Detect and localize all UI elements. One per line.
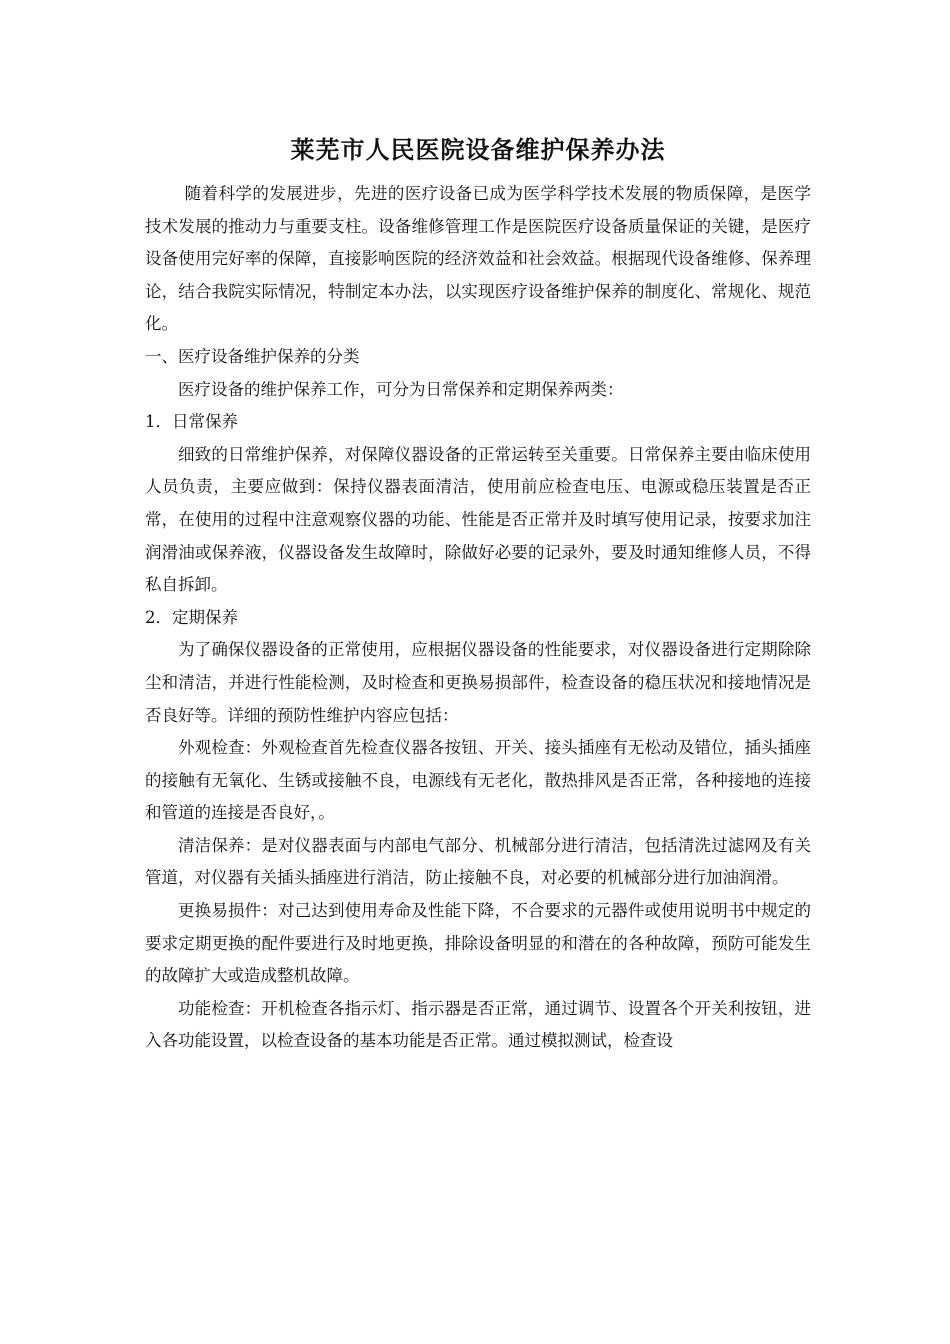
function-check-paragraph: 功能检查：开机检查各指示灯、指示器是否正常，通过调节、设置各个开关利按钮，进入各功能设置，以检查设备的基本功能是否正常。通过模拟测试，检查设 [145,998,811,1051]
parts-replacement-paragraph: 更换易损件：对己达到使用寿命及性能下降，不合要求的元器件或使用说明书中规定的要求定期更换的配件要进行及时地更换，排除设备明显的和潜在的各种故障，预防可能发生的故障扩大或造成整机故障。 [145,901,811,986]
section-intro-paragraph: 医疗设备的维护保养工作，可分为日常保养和定期保养两类： [178,379,624,399]
subheading-periodic-maintenance: 2．定期保养 [145,607,238,627]
document-title: 莱芜市人民医院设备维护保养办法 [290,136,666,164]
daily-maintenance-paragraph: 细致的日常维护保养，对保障仪器设备的正常运转至关重要。日常保养主要由临床使用人员负责，主要应做到：保持仪器表面清洁，使用前应检查电压、电源或稳压装置是否正常，在使用的过程中注意观察仪器的功能、性能是否正常并及时填写使用记录，按要求加注润滑油或保养液，仪器设备发生故障时，除做好必要的记录外，要及时通知维修人员，不得私自拆卸。 [145,444,811,595]
subheading-daily-maintenance: 1．日常保养 [145,412,238,432]
section-heading-1: 一、医疗设备维护保养的分类 [145,346,360,366]
appearance-check-paragraph: 外观检查：外观检查首先检查仪器各按钮、开关、接头插座有无松动及错位，插头插座的接触有无氧化、生锈或接触不良，电源线有无老化，散热排风是否正常，各种接地的连接和管道的连接是否良好，。 [145,738,811,823]
cleaning-paragraph: 清洁保养：是对仪器表面与内部电气部分、机械部分进行清洁，包括清洗过滤网及有关管道，对仪器有关插头插座进行消洁，防止接触不良，对必要的机械部分进行加油润滑。 [145,835,811,888]
periodic-maintenance-paragraph: 为了确保仪器设备的正常使用，应根据仪器设备的性能要求，对仪器设备进行定期除除尘和清洁，并进行性能检测，及时检查和更换易损部件，检查设备的稳压状况和接地情况是否良好等。详细的预防性维护内容应包括： [145,640,811,725]
intro-paragraph: 随着科学的发展进步，先进的医疗设备已成为医学科学技术发展的物质保障，是医学技术发展的推动力与重要支柱。设备维修管理工作是医院医疗设备质量保证的关键，是医疗设备使用完好率的保障，直接影响医院的经济效益和社会效益。根据现代设备维修、保养理论，结合我院实际情况，特制定本办法，以实现医疗设备维护保养的制度化、常规化、规范化。 [145,184,811,334]
document-page [145,128,811,1058]
